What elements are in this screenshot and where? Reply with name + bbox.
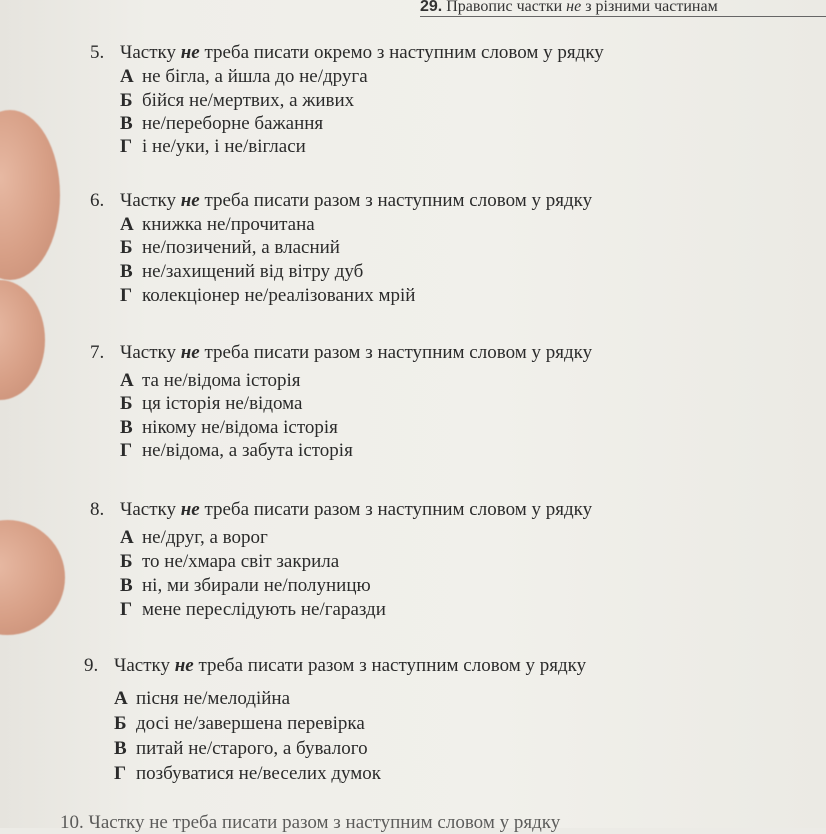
option-letter: Б bbox=[120, 237, 133, 258]
option-letter: Г bbox=[114, 763, 127, 784]
option-letter: В bbox=[114, 738, 127, 759]
question-number: 8. bbox=[90, 499, 105, 520]
stem-particle: не bbox=[180, 190, 200, 211]
option-v[interactable] bbox=[120, 261, 363, 285]
option-b[interactable] bbox=[120, 90, 354, 114]
option-a[interactable] bbox=[120, 214, 315, 238]
section-title-start: Правопис частки bbox=[442, 0, 567, 15]
option-letter: В bbox=[120, 575, 133, 596]
option-text: мене переслідують не/гаразди bbox=[142, 599, 386, 620]
option-a[interactable] bbox=[120, 527, 268, 551]
option-h[interactable] bbox=[120, 285, 415, 309]
option-text: то не/хмара світ закрила bbox=[142, 551, 340, 572]
question-number: 6. bbox=[90, 190, 105, 211]
running-head bbox=[420, 0, 826, 17]
stem-particle: не bbox=[180, 499, 200, 520]
option-h[interactable] bbox=[120, 599, 386, 623]
option-letter: А bbox=[120, 214, 134, 235]
option-text: досі не/завершена перевірка bbox=[136, 713, 365, 734]
option-b[interactable] bbox=[120, 393, 302, 417]
option-h[interactable] bbox=[120, 440, 353, 464]
question-stem bbox=[90, 499, 592, 521]
question-number: 7. bbox=[90, 342, 105, 363]
option-text: пісня не/мелодійна bbox=[136, 688, 291, 709]
option-v[interactable] bbox=[120, 575, 371, 599]
stem-text-start: Частку bbox=[120, 42, 181, 63]
option-text: питай не/старого, а бувалого bbox=[136, 738, 368, 759]
option-b[interactable] bbox=[120, 237, 340, 261]
option-text: не/захищений від вітру дуб bbox=[142, 261, 364, 282]
option-letter: А bbox=[114, 688, 128, 709]
question-stem bbox=[90, 190, 592, 212]
option-letter: Г bbox=[120, 440, 133, 461]
stem-text-start: Частку bbox=[120, 190, 181, 211]
option-text: не/відома, а забута історія bbox=[142, 440, 353, 461]
stem-particle: не bbox=[180, 342, 200, 363]
option-v[interactable] bbox=[114, 738, 368, 762]
option-text: бійся не/мертвих, а живих bbox=[142, 90, 355, 111]
option-text: не бігла, а йшла до не/друга bbox=[142, 66, 368, 87]
option-text: та не/відома історія bbox=[142, 370, 301, 391]
option-a[interactable] bbox=[120, 66, 368, 90]
option-letter: Б bbox=[120, 90, 133, 111]
stem-text-end: треба писати разом з наступним словом у рядку bbox=[193, 655, 587, 676]
option-text: колекціонер не/реалізованих мрій bbox=[142, 285, 416, 306]
option-a[interactable] bbox=[114, 688, 290, 712]
stem-text-start: Частку bbox=[120, 499, 181, 520]
stem-text-end: треба писати разом з наступним словом у рядку bbox=[199, 342, 593, 363]
option-text: ні, ми збирали не/полуницю bbox=[142, 575, 371, 596]
option-text: книжка не/прочитана bbox=[142, 214, 315, 235]
option-letter: А bbox=[120, 370, 134, 391]
stem-particle: не bbox=[174, 655, 194, 676]
option-b[interactable] bbox=[114, 713, 365, 737]
option-h[interactable] bbox=[114, 763, 381, 787]
option-text: нікому не/відома історія bbox=[142, 417, 338, 438]
option-text: і не/уки, і не/вігласи bbox=[142, 136, 306, 157]
option-text: позбуватися не/веселих думок bbox=[136, 763, 381, 784]
option-text: не/позичений, а власний bbox=[142, 237, 340, 258]
section-title-end: з різними частинам bbox=[581, 0, 718, 15]
option-v[interactable] bbox=[120, 113, 323, 137]
option-h[interactable] bbox=[120, 136, 306, 160]
option-letter: В bbox=[120, 417, 133, 438]
question-number: 5. bbox=[90, 42, 105, 63]
option-letter: Г bbox=[120, 285, 133, 306]
option-letter: Б bbox=[120, 551, 133, 572]
option-text: не/переборне бажання bbox=[142, 113, 324, 134]
option-letter: В bbox=[120, 261, 133, 282]
stem-particle: не bbox=[180, 42, 200, 63]
option-letter: Г bbox=[120, 136, 133, 157]
option-b[interactable] bbox=[120, 551, 339, 575]
stem-text-start: Частку bbox=[114, 655, 175, 676]
option-letter: В bbox=[120, 113, 133, 134]
option-letter: А bbox=[120, 66, 134, 87]
stem-text-end: треба писати разом з наступним словом у рядку bbox=[199, 190, 593, 211]
question-number: 9. bbox=[84, 655, 99, 676]
question-stem bbox=[90, 342, 592, 364]
section-title-particle: не bbox=[566, 0, 582, 15]
option-a[interactable] bbox=[120, 370, 301, 394]
option-text: ця історія не/відома bbox=[142, 393, 303, 414]
option-letter: Г bbox=[120, 599, 133, 620]
question-stem bbox=[90, 42, 604, 64]
option-text: не/друг, а ворог bbox=[142, 527, 268, 548]
stem-text-end: треба писати разом з наступним словом у рядку bbox=[199, 499, 593, 520]
option-letter: Б bbox=[120, 393, 133, 414]
question-stem bbox=[84, 655, 586, 677]
section-number: 29. bbox=[420, 0, 443, 15]
stem-text-start: Частку bbox=[120, 342, 181, 363]
option-letter: Б bbox=[114, 713, 127, 734]
cut-off-question-10: 10. Частку не треба писати разом з наступним словом у рядку bbox=[60, 812, 561, 833]
stem-text-end: треба писати окремо з наступним словом у рядку bbox=[199, 42, 604, 63]
option-letter: А bbox=[120, 527, 134, 548]
option-v[interactable] bbox=[120, 417, 338, 441]
